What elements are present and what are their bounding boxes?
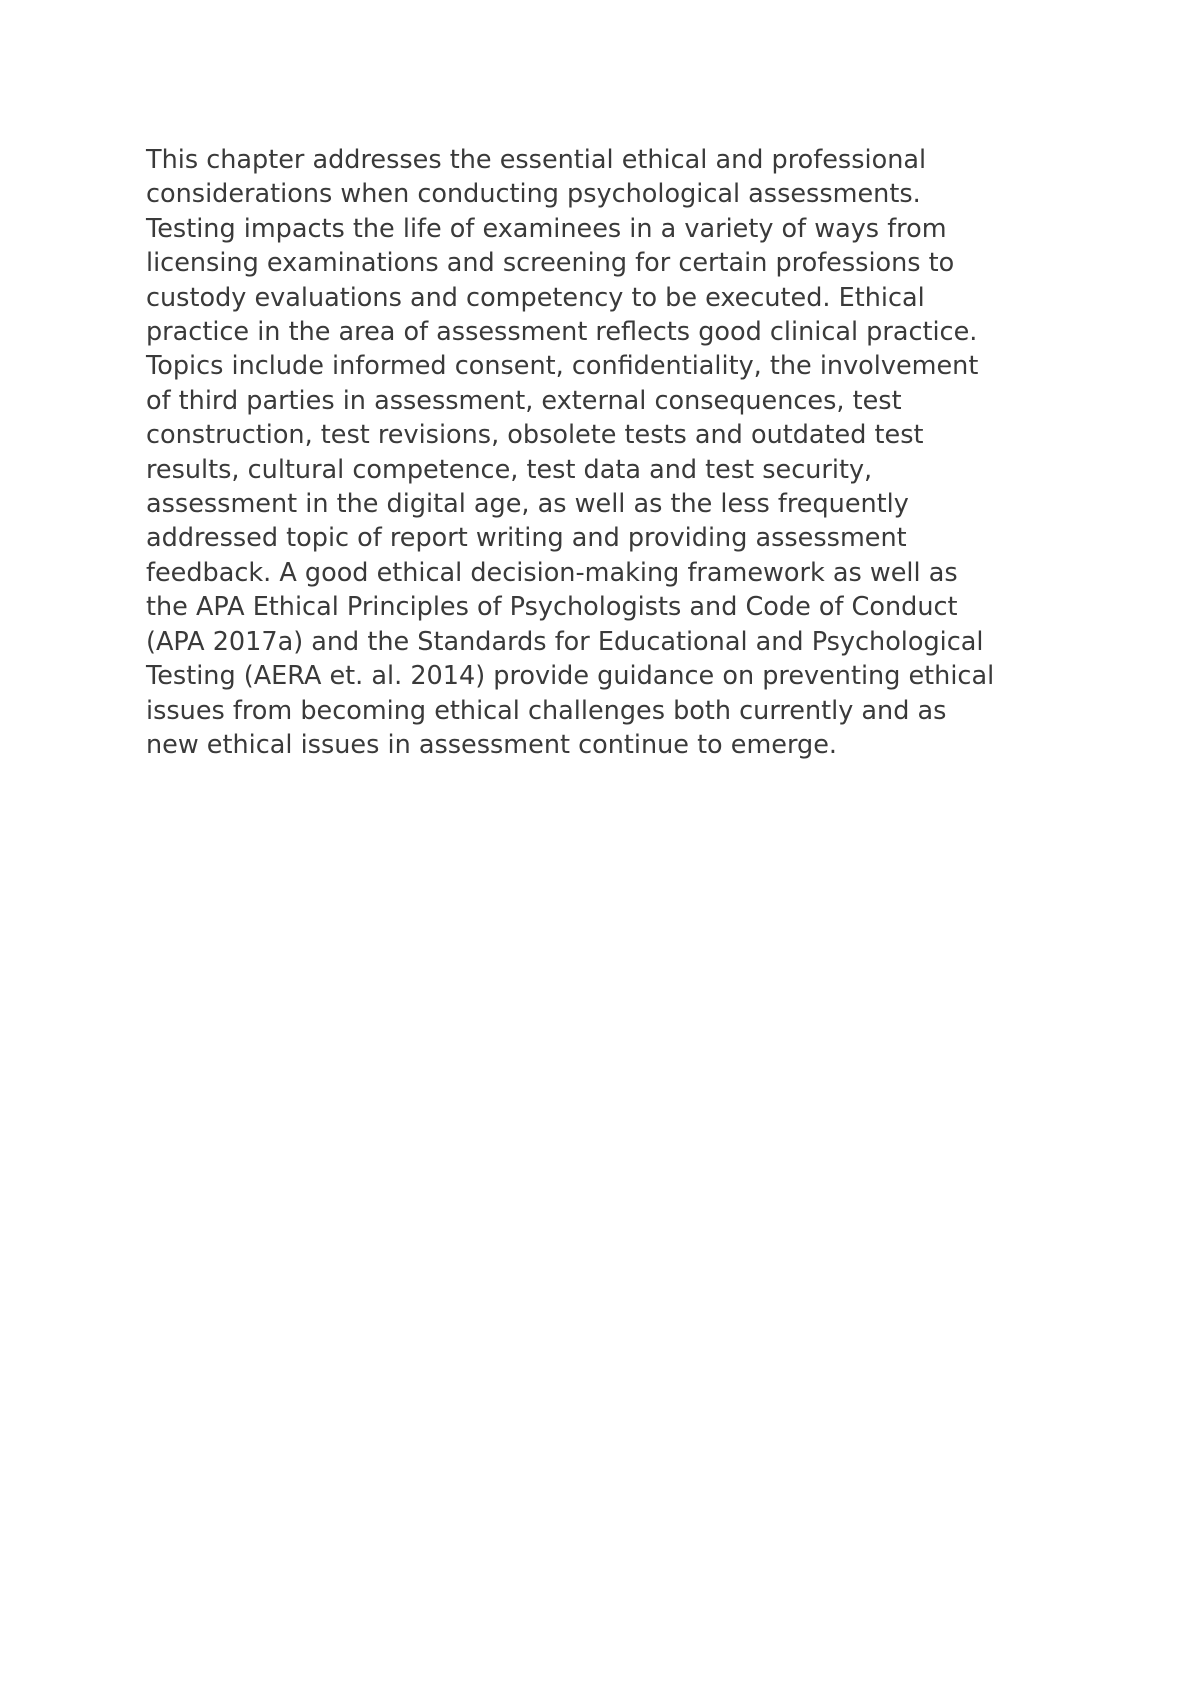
text-line: addressed topic of report writing and providing assessment (146, 523, 907, 554)
text-line: practice in the area of assessment reflects good clinical practice. (146, 317, 978, 348)
text-line: licensing examinations and screening for certain professions to (146, 248, 955, 279)
text-line: feedback. A good ethical decision-making framework as well as (146, 557, 958, 588)
text-line: custody evaluations and competency to be executed. Ethical (146, 282, 925, 313)
text-line: assessment in the digital age, as well as the less frequently (146, 489, 909, 520)
text-line: This chapter addresses the essential ethical and professional (146, 145, 927, 175)
text-line: Testing impacts the life of examinees in a variety of ways from (146, 213, 947, 244)
text-line: of third parties in assessment, external consequences, test (146, 385, 902, 416)
text-line: results, cultural competence, test data and test security, (146, 454, 873, 485)
text-line: issues from becoming ethical challenges both currently and as (146, 695, 947, 726)
text-line: (APA 2017a) and the Standards for Educational and Psychological (146, 626, 984, 657)
text-line: the APA Ethical Principles of Psychologists and Code of Conduct (146, 592, 958, 623)
text-line: construction, test revisions, obsolete tests and outdated test (146, 420, 924, 451)
text-line: considerations when conducting psychological assessments. (146, 179, 921, 210)
abstract-paragraph (146, 143, 1086, 762)
text-line: new ethical issues in assessment continue to emerge. (146, 729, 838, 760)
text-line: Topics include informed consent, confidentiality, the involvement (146, 351, 979, 382)
text-line: Testing (AERA et. al. 2014) provide guidance on preventing ethical (146, 661, 995, 692)
